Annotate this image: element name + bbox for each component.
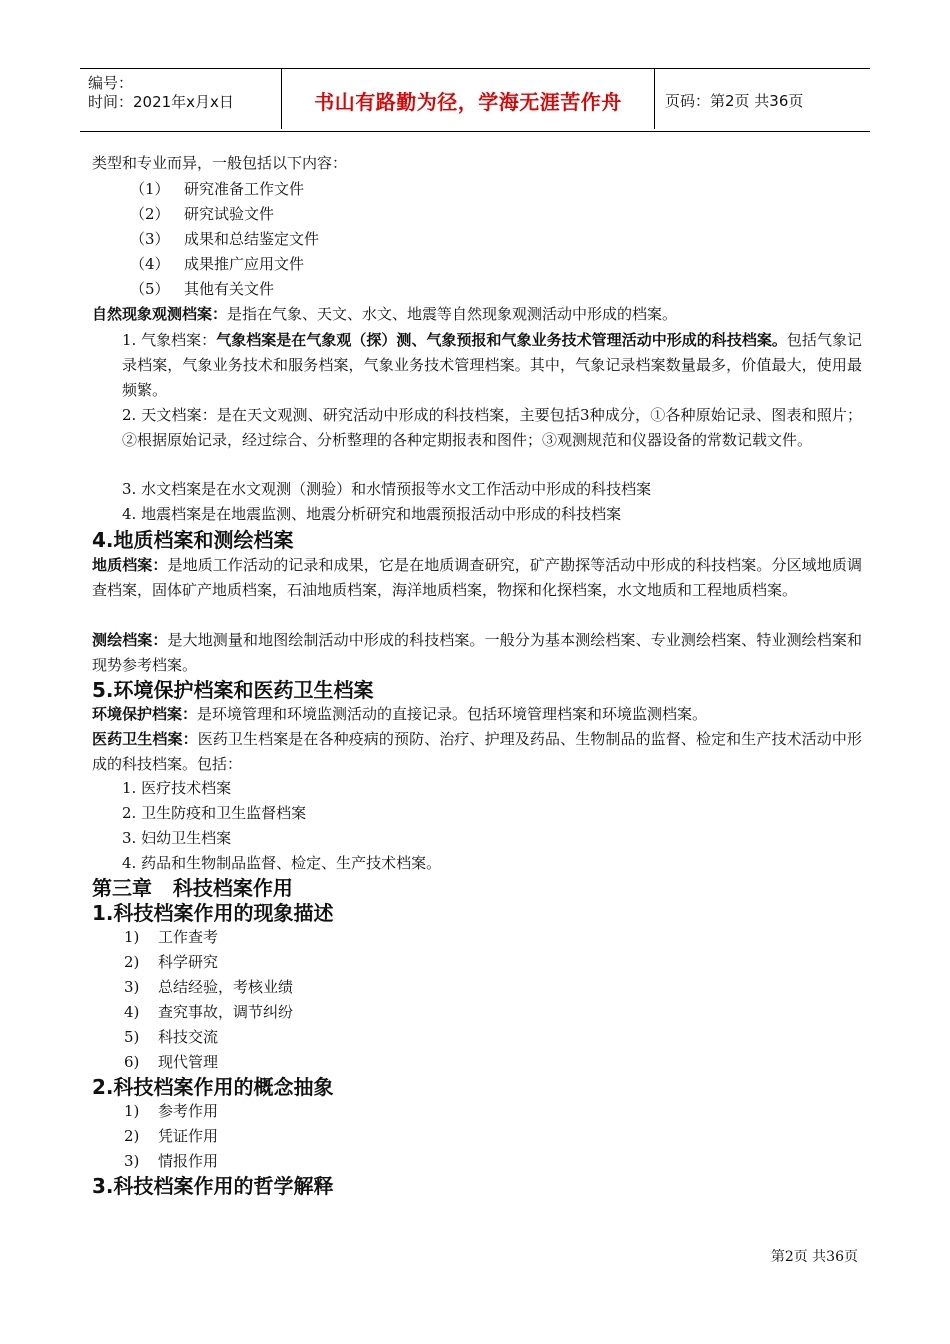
list-item [130,279,274,299]
term-label: 环境保护档案： [92,705,198,723]
natural-item-astronomy [122,403,862,453]
item-text: 包括气象记录档案，气象业务技术和服务档案，气象业务技术管理档案。其中，气象记录档案数量最多，价值最大，使用最频繁。 [122,331,862,399]
section-heading: 5.环境保护档案和医药卫生档案 [92,678,374,702]
list-item-number: 2) [124,953,140,971]
list-item [130,179,304,199]
page-header [80,68,870,132]
list-item-text: 成果和总结鉴定文件 [184,230,320,248]
list-item: 4. 药品和生物制品监督、检定、生产技术档案。 [122,854,442,872]
natural-item-weather [122,328,862,403]
list-item-number: （5） [130,280,170,298]
list-item: 1. 医疗技术档案 [122,779,232,797]
header-motto-cell [282,69,655,129]
section-heading: 2.科技档案作用的概念抽象 [92,1075,334,1099]
list-item-text: 现代管理 [158,1053,219,1071]
list-item [130,229,319,249]
list-item-text: 情报作用 [158,1152,219,1170]
section-heading: 3.科技档案作用的哲学解释 [92,1174,334,1198]
page-footer-number: 第2页 共36页 [770,1249,858,1265]
list-item-number: 1) [124,928,140,946]
list-item-number: （4） [130,255,170,273]
term-text: 是大地测量和地图绘制活动中形成的科技档案。一般分为基本测绘档案、专业测绘档案、特业测绘档案和现势参考档案。 [92,631,862,674]
list-item-number: 5) [124,1028,140,1046]
term-label: 自然现象观测档案： [92,305,228,323]
list-item [124,1126,218,1146]
list-item-number: 6) [124,1053,140,1071]
list-item-number: （3） [130,230,170,248]
list-item-text: 工作查考 [158,928,219,946]
term-text: 是地质工作活动的记录和成果，它是在地质调查研究，矿产勘探等活动中形成的科技档案。分区域地质调查档案，固体矿产地质档案，石油地质档案，海洋地质档案，物探和化探档案，水文地质和工程地质档案。 [92,556,862,599]
section-heading: 1.科技档案作用的现象描述 [92,901,334,925]
term-label: 地质档案： [92,556,168,574]
list-item [124,1151,218,1171]
list-item [124,952,218,972]
list-item-text: 总结经验，考核业绩 [158,978,294,996]
list-item-number: 4) [124,1003,140,1021]
header-page-cell [655,69,870,129]
item-bold-text: 气象档案是在气象观（探）测、气象预报和气象业务技术管理活动中形成的科技档案。 [216,331,787,349]
list-item-number: 3) [124,1152,140,1170]
natural-item-seismic: 4. 地震档案是在地震监测、地震分析研究和地震预报活动中形成的科技档案 [122,505,622,523]
list-item-text: 凭证作用 [158,1127,219,1145]
section-heading: 4.地质档案和测绘档案 [92,528,294,552]
list-item [124,1027,218,1047]
environment-archive-definition [92,704,707,724]
list-item-number: 3) [124,978,140,996]
term-text: 是环境管理和环境监测活动的直接记录。包括环境管理档案和环境监测档案。 [197,705,708,723]
list-item [124,1052,218,1072]
list-item [124,927,218,947]
list-item [124,977,293,997]
list-item-text: 科技交流 [158,1028,219,1046]
list-item-text: 查究事故，调节纠纷 [158,1003,294,1021]
header-motto: 书山有路勤为径，学海无涯苦作舟 [314,90,622,114]
intro-line: 类型和专业而异，一般包括以下内容： [92,154,348,172]
list-item [124,1002,293,1022]
doc-number-label: 编号： [88,74,134,92]
item-prefix: 2. 天文档案： [122,406,217,424]
list-item-text: 成果推广应用文件 [184,255,305,273]
list-item [130,254,304,274]
medical-archive-definition [92,727,862,777]
list-item [124,1101,218,1121]
list-item-number: 2) [124,1127,140,1145]
list-item-text: 研究准备工作文件 [184,180,305,198]
list-item: 3. 妇幼卫生档案 [122,829,232,847]
list-item [130,204,274,224]
list-item-number: （2） [130,205,170,223]
item-prefix: 1. 气象档案： [122,331,217,349]
list-item: 2. 卫生防疫和卫生监督档案 [122,804,307,822]
natural-item-hydrology: 3. 水文档案是在水文观测（测验）和水情预报等水文工作活动中形成的科技档案 [122,480,652,498]
survey-archive-definition [92,628,862,678]
item-text: 是在天文观测、研究活动中形成的科技档案，主要包括3种成分，①各种原始记录、图表和照片；②根据原始记录，经过综合、分析整理的各种定期报表和图件；③观测规范和仪器设备的常数记载文件。 [122,406,862,449]
list-item-number: （1） [130,180,170,198]
geology-archive-definition [92,553,862,603]
term-text: 是指在气象、天文、水文、地震等自然现象观测活动中形成的档案。 [227,305,678,323]
term-label: 测绘档案： [92,631,168,649]
term-text: 医药卫生档案是在各种疫病的预防、治疗、护理及药品、生物制品的监督、检定和生产技术活动中形成的科技档案。包括： [92,730,862,773]
list-item-text: 研究试验文件 [184,205,275,223]
header-meta-cell [80,69,282,129]
list-item-number: 1) [124,1102,140,1120]
list-item-text: 科学研究 [158,953,219,971]
term-label: 医药卫生档案： [92,730,198,748]
natural-archive-definition [92,304,677,324]
chapter-heading: 第三章 科技档案作用 [92,876,293,900]
list-item-text: 参考作用 [158,1102,219,1120]
header-page-number: 页码：第2页 共36页 [665,92,804,110]
list-item-text: 其他有关文件 [184,280,275,298]
doc-date-label: 时间：2021年x月x日 [88,93,234,111]
